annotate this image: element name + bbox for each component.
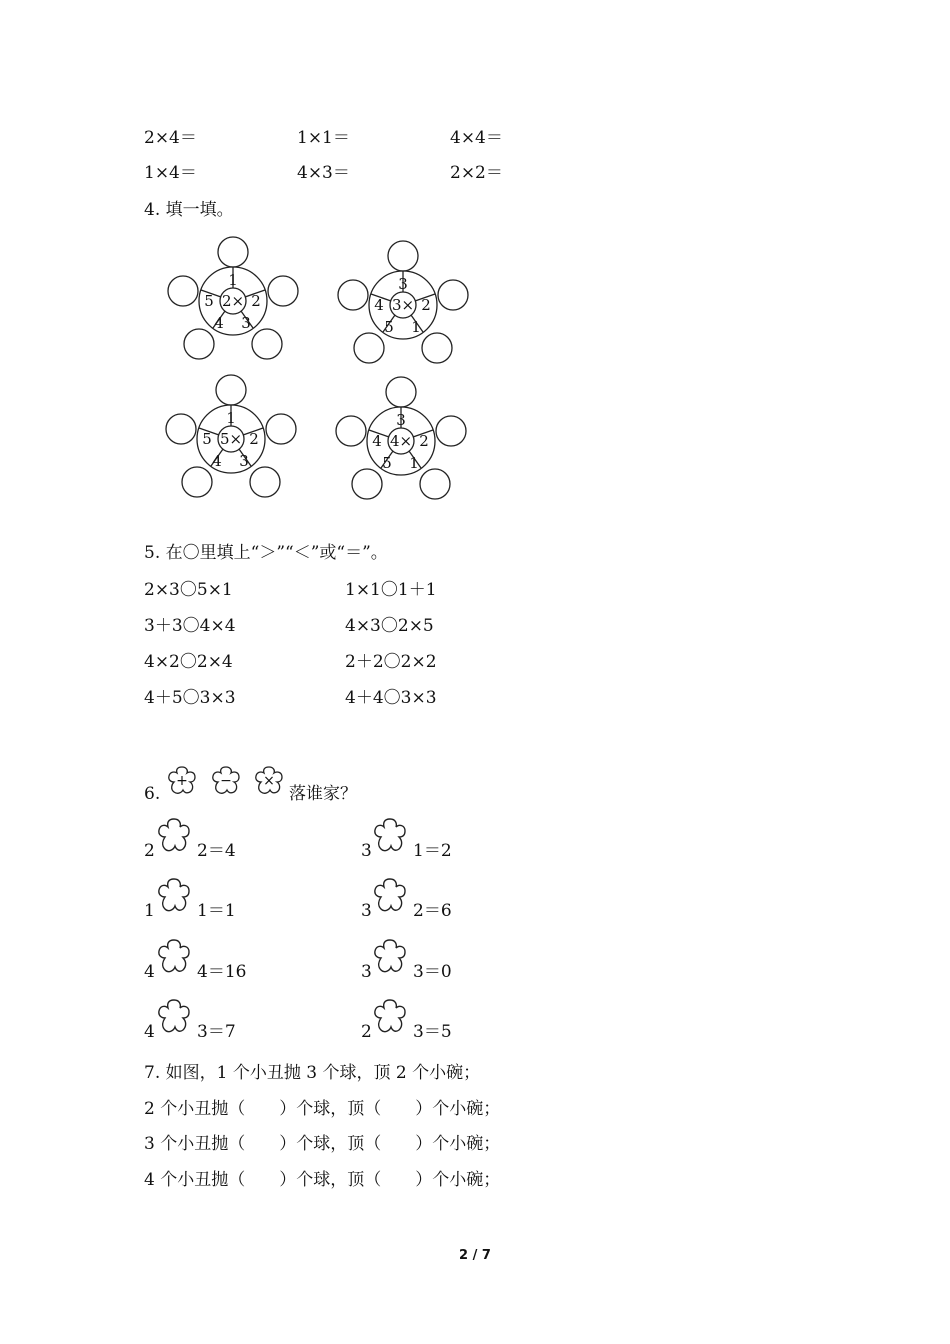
wheel-number: 1 [411,318,421,336]
equation: 1×4＝ [144,163,197,183]
comparison: 4×2〇2×4 [144,652,233,672]
answer-flower-icon[interactable] [155,816,193,856]
comparison: 4×3〇2×5 [345,616,434,636]
wheel-number: 3 [239,452,249,470]
equation: 2×4＝ [144,128,197,148]
wheel-number: 3 [241,314,251,332]
equation: 4×3＝ [297,163,350,183]
wheel-number: 4 [374,296,384,314]
wheel-number: 5 [204,292,214,310]
item-left-operand: 3 [361,841,372,861]
wheel-number: 4 [372,432,382,450]
wheel-center: 4× [389,432,413,450]
question-4-title: 4. 填一填。 [144,200,234,220]
comparison: 4＋5〇3×3 [144,688,236,708]
wheel-number: 5 [382,454,392,472]
item-left-operand: 3 [361,962,372,982]
item-left-operand: 3 [361,901,372,921]
wheel-number: 2 [249,430,259,448]
comparison: 2×3〇5×1 [144,580,233,600]
question-6-number: 6. [144,784,161,804]
wheel-number: 3 [396,411,406,429]
times-flower-icon [251,763,287,799]
answer-flower-icon[interactable] [371,816,409,856]
wheel-number: 2 [421,296,431,314]
answer-flower-icon[interactable] [371,997,409,1037]
answer-flower-icon[interactable] [155,997,193,1037]
wheel-number: 5 [384,318,394,336]
wheel-number: 1 [228,271,238,289]
wheel-number: 5 [202,430,212,448]
item-left-operand: 1 [144,901,155,921]
minus-flower-icon [208,763,244,799]
comparison: 1×1〇1＋1 [345,580,437,600]
answer-flower-icon[interactable] [371,876,409,916]
answer-flower-icon[interactable] [155,937,193,977]
fill-in-line: 3 个小丑抛（ ）个球，顶（ ）个小碗； [144,1134,501,1154]
comparison: 3＋3〇4×4 [144,616,236,636]
multiplication-wheel-2 [333,238,473,368]
item-right-part: 3＝0 [413,962,452,982]
multiplication-wheel-3 [161,372,301,502]
equation: 2×2＝ [450,163,503,183]
wheel-number: 1 [226,409,236,427]
equation: 1×1＝ [297,128,350,148]
item-right-part: 3＝7 [197,1022,236,1042]
item-right-part: 3＝5 [413,1022,452,1042]
multiplication-wheel-1 [163,234,303,364]
wheel-center: 2× [221,292,245,310]
minus-symbol: − [220,773,232,789]
wheel-number: 2 [419,432,429,450]
plus-symbol: + [176,773,188,789]
answer-flower-icon[interactable] [155,876,193,916]
wheel-center: 5× [219,430,243,448]
item-left-operand: 2 [144,841,155,861]
times-symbol: × [263,773,275,789]
item-left-operand: 4 [144,962,155,982]
question-6-suffix: 落谁家？ [289,784,357,804]
wheel-number: 4 [212,452,222,470]
wheel-center: 3× [391,296,415,314]
page-number: 2 / 7 [459,1248,491,1263]
item-left-operand: 4 [144,1022,155,1042]
plus-flower-icon [164,763,200,799]
comparison: 4＋4〇3×3 [345,688,437,708]
item-right-part: 2＝4 [197,841,236,861]
question-5-title: 5. 在〇里填上“＞”“＜”或“＝”。 [144,543,388,563]
item-left-operand: 2 [361,1022,372,1042]
multiplication-wheel-4 [331,374,471,504]
wheel-number: 4 [214,314,224,332]
question-7-title: 7. 如图，1 个小丑抛 3 个球，顶 2 个小碗； [144,1063,481,1083]
wheel-number: 2 [251,292,261,310]
wheel-number: 1 [409,454,419,472]
item-right-part: 2＝6 [413,901,452,921]
item-right-part: 1＝2 [413,841,452,861]
equation: 4×4＝ [450,128,503,148]
wheel-number: 3 [398,275,408,293]
item-right-part: 4＝16 [197,962,247,982]
fill-in-line: 4 个小丑抛（ ）个球，顶（ ）个小碗； [144,1170,501,1190]
item-right-part: 1＝1 [197,901,236,921]
fill-in-line: 2 个小丑抛（ ）个球，顶（ ）个小碗； [144,1099,501,1119]
answer-flower-icon[interactable] [371,937,409,977]
comparison: 2＋2〇2×2 [345,652,437,672]
